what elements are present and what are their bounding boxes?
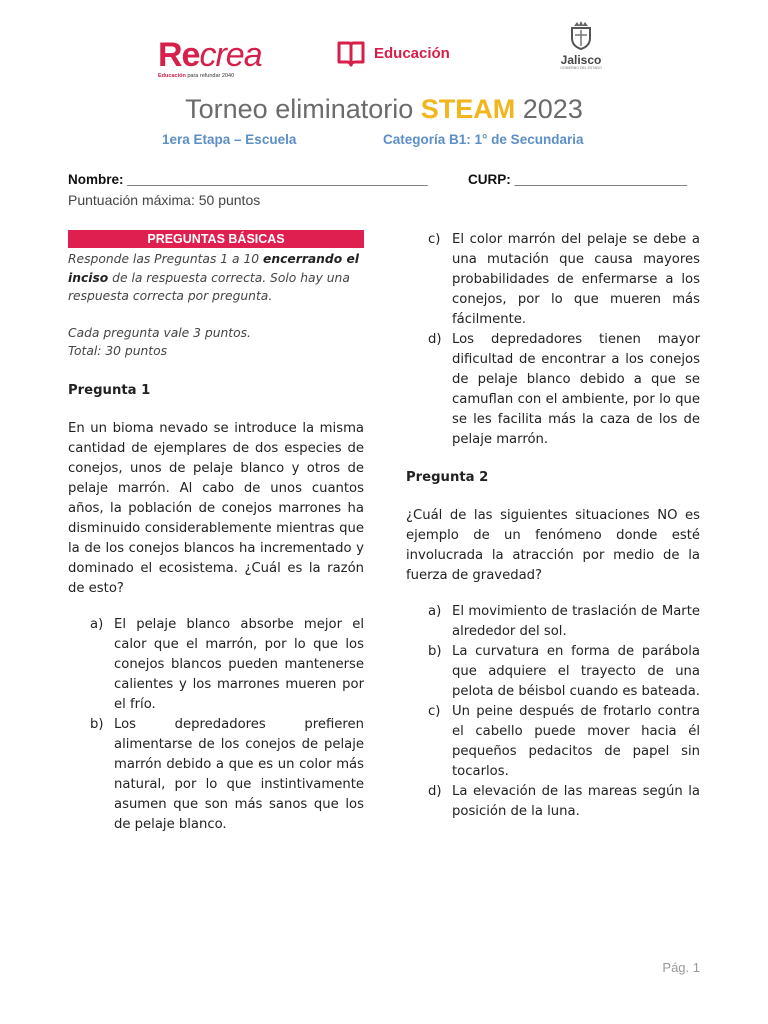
option-label: b) [90, 716, 104, 732]
nombre-field: Nombre: ________________________________________ [68, 172, 428, 187]
option-label: b) [428, 644, 442, 659]
left-column [68, 250, 364, 835]
q2-option-a [406, 602, 700, 642]
recrea-re: Re [158, 36, 200, 74]
page-title [0, 94, 768, 125]
q2-option-b [406, 642, 700, 702]
q1-option-d [406, 330, 700, 450]
recrea-crea: crea [199, 36, 262, 74]
points-per-question: Cada pregunta vale 3 puntos. [68, 325, 251, 340]
option-text: Los depredadores tienen mayor dificultad de encontrar a los conejos de pelaje blanco debido a que se camuflan con el ambiente, por lo que se les facilita más la caza de los de pelaje marrón. [452, 332, 700, 447]
jalisco-subtitle: GOBIERNO DEL ESTADO [560, 66, 602, 70]
educacion-logo [336, 38, 450, 68]
total-points: Total: 30 puntos [68, 344, 168, 358]
question-1-options-ab [68, 615, 364, 835]
instr-part-1: Responde las Preguntas 1 a 10 [68, 252, 264, 266]
q1-option-b [68, 715, 364, 835]
q1-option-c [406, 230, 700, 330]
question-2-title: Pregunta 2 [406, 470, 489, 485]
instructions [68, 250, 364, 306]
page-number: Pág. 1 [662, 960, 700, 975]
title-steam: STEAM [420, 94, 516, 124]
curp-field: CURP: _______________________ [468, 172, 688, 187]
category-label: Categoría B1: 1° de Secundaria [383, 132, 584, 147]
title-prefix: Torneo eliminatorio [185, 94, 421, 124]
question-1-text: En un bioma nevado se introduce la misma cantidad de ejemplares de dos especies de conejos, unos de pelaje blanco y otros de pelaje marrón. Al cabo de unos cuantos años, la población de conejos marrones ha disminuido considerablemente mientras que la de los conejos blancos ha incrementado y dominado el ecosistema. ¿Cuál es la razón de esto? [68, 420, 364, 596]
option-text: Los depredadores prefieren alimentarse de los conejos de pelaje marrón debido a que es un color más natural, por lo que instintivamente asumen que son más sanos que los de pelaje blanco. [114, 716, 364, 832]
option-text: El color marrón del pelaje se debe a una mutación que causa mayores probabilidades de enfermarse a los conejos, por lo que mueren más fácilmente. [452, 232, 700, 327]
section-banner: PREGUNTAS BÁSICAS [68, 230, 364, 248]
stage-label: 1era Etapa – Escuela [162, 132, 297, 147]
instr-bold: encerrando el inciso [68, 252, 360, 285]
recrea-logo [158, 38, 262, 79]
option-text: El movimiento de traslación de Marte alrededor del sol. [452, 604, 700, 639]
option-text: El pelaje blanco absorbe mejor el calor que el marrón, por lo que los conejos blancos pueden mantenerse calientes y los marrones mueren por el frío. [114, 616, 364, 712]
option-label: a) [90, 616, 104, 632]
educacion-label: Educación [374, 44, 450, 62]
q1-option-a [68, 615, 364, 715]
jalisco-label: Jalisco [560, 53, 602, 67]
coat-of-arms-icon [566, 20, 596, 50]
max-score: Puntuación máxima: 50 puntos [68, 192, 261, 208]
right-column [406, 230, 700, 822]
option-label: a) [428, 604, 442, 619]
recrea-tag-bold: Educación [158, 73, 186, 79]
recrea-tag-rest: para refundar 2040 [187, 73, 235, 79]
option-text: Un peine después de frotarlo contra el cabello puede mover hacia él pequeños pedacitos de papel sin tocarlos. [452, 704, 700, 779]
option-label: c) [428, 232, 441, 247]
instr-part-2: de la respuesta correcta. Solo hay una respuesta correcta por pregunta. [68, 270, 350, 303]
option-label: c) [428, 704, 441, 719]
option-label: d) [428, 784, 442, 799]
option-label: d) [428, 332, 442, 347]
question-2-text: ¿Cuál de las siguientes situaciones NO es ejemplo de un fenómeno donde esté involucrada la atracción por medio de la fuerza de gravedad? [406, 508, 700, 583]
question-2-options [406, 602, 700, 822]
q2-option-c [406, 702, 700, 782]
option-text: La curvatura en forma de parábola que adquiere el trayecto de una pelota de béisbol cuando es bateada. [452, 644, 700, 699]
jalisco-logo [556, 20, 606, 70]
option-text: La elevación de las mareas según la posición de la luna. [452, 784, 700, 819]
title-year: 2023 [515, 94, 583, 124]
book-icon [336, 38, 366, 68]
q2-option-d [406, 782, 700, 822]
question-1-title: Pregunta 1 [68, 382, 151, 398]
